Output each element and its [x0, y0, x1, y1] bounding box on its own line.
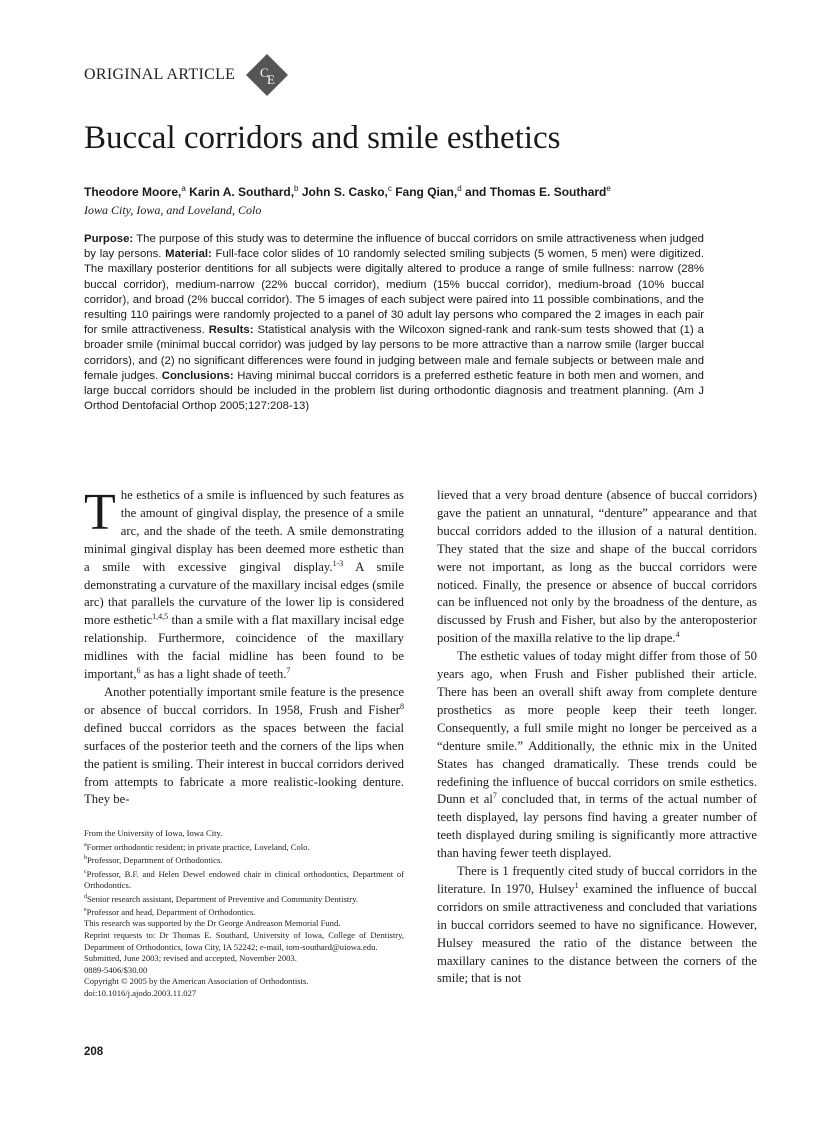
- footnote-text: Senior research assistant, Department of Preventive and Community Dentistry.: [87, 893, 359, 904]
- author-affiliation-mark: e: [606, 184, 611, 193]
- footnote-reprint: Reprint requests to: Dr Thomas E. Southard, University of Iowa, College of Dentistry, Department of Orthodontics, Iowa City, IA 52242; e-mail, tom-southard@uiowa.edu.: [84, 930, 404, 952]
- abstract-material-text: Full-face color slides of 10 randomly selected smiling subjects (5 women, 5 men) were digitized. The maxillary posterior dentitions for all subjects were digitally altered to produce a range of smile fullness: narrow (28% buccal corridor), medium-narrow (22% buccal corridor), medium (15% buccal corridor), medium-broad (10% buccal corridor), and broad (2% buccal corridor). The 5 images of each subject were paired into 11 possible combinations, and the resulting 110 pairings were randomly projected to a panel of 30 adult lay persons who compared the 2 images in each pair for smile attractiveness.: [84, 248, 704, 337]
- abstract: [84, 232, 704, 414]
- svg-text:C: C: [260, 65, 269, 80]
- abstract-purpose-text: The purpose of this study was to determine the influence of buccal corridors on smile attractiveness when judged by lay persons.: [84, 233, 704, 261]
- abstract-material-label: Material:: [165, 248, 212, 261]
- footnote-text: Professor, Department of Orthodontics.: [87, 854, 223, 865]
- body-text: defined buccal corridors as the spaces between the facial surfaces of the posterior teeth and the corners of the lips when the patient is smiling. Their interest in buccal corridors derived from attempts to fabricate a more realistic-looking denture. They be-: [84, 720, 404, 807]
- author-affiliation-mark: a: [181, 184, 186, 193]
- svg-text:E: E: [267, 72, 276, 87]
- citation-ref[interactable]: 1-3: [332, 558, 344, 568]
- footnote-b: [84, 853, 404, 866]
- footnote-mark: e: [84, 907, 87, 913]
- abstract-results-label: Results:: [208, 324, 254, 337]
- citation-ref[interactable]: 7: [492, 791, 497, 801]
- abstract-conclusions-text: Having minimal buccal corridors is a preferred esthetic feature in both men and women, and large buccal corridors should be included in the problem list during orthodontic diagnosis and treatment planning. (Am J Orthod Dentofacial Orthop 2005;127:208-13): [84, 369, 704, 413]
- body-text: examined the influence of buccal corridors on smile attractiveness and concluded that variations in buccal corridors seemed to have no significance. However, Hulsey measured the ratio of the distance between the maxillary canines to the distance between the corners of the smile; that is not: [437, 881, 757, 986]
- footnote-mark: a: [84, 841, 87, 848]
- footnote-text: Former orthodontic resident; in private practice, Loveland, Colo.: [86, 841, 310, 852]
- footnotes: [84, 828, 404, 1000]
- body-column-left: [84, 484, 405, 809]
- body-text: A smile demonstrating a curvature of the maxillary incisal edges (smile arc) that parallels the curvature of the lower lip is considered more esthetic: [84, 559, 405, 628]
- article-title: Buccal corridors and smile esthetics: [84, 120, 561, 156]
- author-location: Iowa City, Iowa, and Loveland, Colo: [84, 203, 262, 217]
- footnote-doi[interactable]: doi:10.1016/j.ajodo.2003.11.027: [84, 988, 197, 999]
- author-affiliation-mark: d: [457, 184, 462, 193]
- body-text: Another potentially important smile feature is the presence or absence of buccal corridors. In 1958, Frush and Fisher: [84, 684, 404, 717]
- abstract-results-text: Statistical analysis with the Wilcoxon signed-rank and rank-sum tests showed that (1) a broader smile (minimal buccal corridor) was judged by lay persons to be more attractive than a narrow smile (larger buccal corridors), and (2) no significant differences were found in judging between male and female subjects or between male and female judges.: [84, 324, 704, 382]
- body-text: he esthetics of a smile is influenced by such features as the amount of gingival display, the presence of a smile arc, and the shade of the teeth. A smile demonstrating minimal gingival display has been deemed more esthetic than a smile with excessive gingival display.: [84, 488, 404, 574]
- footnote-mark: c: [84, 868, 87, 875]
- author-name: Theodore Moore,: [84, 185, 182, 199]
- author-name: Karin A. Southard,: [189, 185, 295, 199]
- footnote-submitted: Submitted, June 2003; revised and accepted, November 2003.: [84, 953, 297, 964]
- body-text: than a smile with a flat maxillary incisal edge relationship. Furthermore, coincidence of the maxillary midlines with the facial midline has been found to be important,: [84, 613, 404, 682]
- citation-ref[interactable]: 1,4,5: [152, 612, 169, 622]
- body-paragraph: [84, 684, 404, 809]
- footnote-mark: b: [84, 855, 87, 862]
- body-paragraph: [84, 484, 405, 684]
- body-text: lieved that a very broad denture (absence of buccal corridors) gave the patient an unnatural, “denture” appearance and that buccal corridors added to the illusion of a natural dentition. They stated that the size and shape of the buccal corridors were not important, as long as the buccal corridors were noticed. Finally, the presence or absence of buccal corridors can be influenced not only by the broadness of the denture, as discussed by Frush and Fisher, but also by the anteroposterior position of the maxilla relative to the lip drape.: [437, 488, 757, 646]
- body-text: There is 1 frequently cited study of buccal corridors in the literature. In 1970, Hulsey: [437, 864, 757, 896]
- citation-ref[interactable]: 7: [286, 665, 291, 675]
- footnote-copyright: Copyright © 2005 by the American Association of Orthodontists.: [84, 976, 309, 987]
- body-paragraph: [437, 487, 757, 648]
- footnote-a: [84, 840, 404, 853]
- body-text: The esthetic values of today might differ from those of 50 years ago, when Frush and Fisher published their article. There has been an overall shift away from complete denture prosthetics as more people keep their teeth longer. Consequently, a full smile might no longer be perceived as a “denture smile.” Additionally, the ethnic mix in the United States has changed dramatically. These trends could be redefining the influence of buccal corridors on smile esthetics. Dunn et al: [437, 649, 757, 807]
- author-list: [84, 184, 611, 199]
- author-name: and Thomas E. Southard: [465, 185, 607, 199]
- article-header: [84, 50, 289, 100]
- body-column-right: [437, 487, 757, 988]
- footnote-support: This research was supported by the Dr George Andreason Memorial Fund.: [84, 918, 341, 929]
- citation-ref[interactable]: 6: [136, 665, 141, 675]
- abstract-purpose-label: Purpose:: [84, 233, 134, 245]
- page-number: 208: [84, 1046, 104, 1058]
- citation-ref[interactable]: 8: [400, 701, 404, 711]
- footnote-text: Professor, B.F. and Helen Dewel endowed chair in clinical orthodontics, Department of Orthodontics.: [84, 868, 404, 890]
- footnote-from: From the University of Iowa, Iowa City.: [84, 828, 223, 838]
- footnote-mark: d: [84, 893, 87, 900]
- footnote-text: Professor and head, Department of Orthodontics.: [86, 906, 256, 917]
- citation-ref[interactable]: 1: [574, 880, 579, 890]
- footnote-issn: 0889-5406/$30.00: [84, 964, 148, 975]
- footnote-e: [84, 905, 404, 918]
- author-name: Fang Qian,: [395, 185, 458, 199]
- body-paragraph: [437, 648, 757, 863]
- body-text: concluded that, in terms of the actual number of teeth displayed, lay persons find having a greater number of teeth displayed during smiling is significantly more attractive than having fewer teeth displayed.: [437, 792, 757, 861]
- author-affiliation-mark: b: [294, 184, 299, 193]
- section-label: ORIGINAL ARTICLE: [84, 66, 236, 83]
- abstract-conclusions-label: Conclusions:: [161, 369, 234, 382]
- footnote-c: [84, 867, 404, 892]
- drop-cap: T: [84, 484, 116, 541]
- author-name: John S. Casko,: [301, 185, 388, 199]
- footnote-d: [84, 892, 404, 905]
- body-paragraph: [437, 863, 757, 988]
- citation-ref[interactable]: 4: [675, 630, 680, 640]
- body-text: as has a light shade of teeth.: [140, 667, 287, 682]
- ce-logo-icon: [245, 53, 289, 97]
- author-affiliation-mark: c: [387, 184, 392, 193]
